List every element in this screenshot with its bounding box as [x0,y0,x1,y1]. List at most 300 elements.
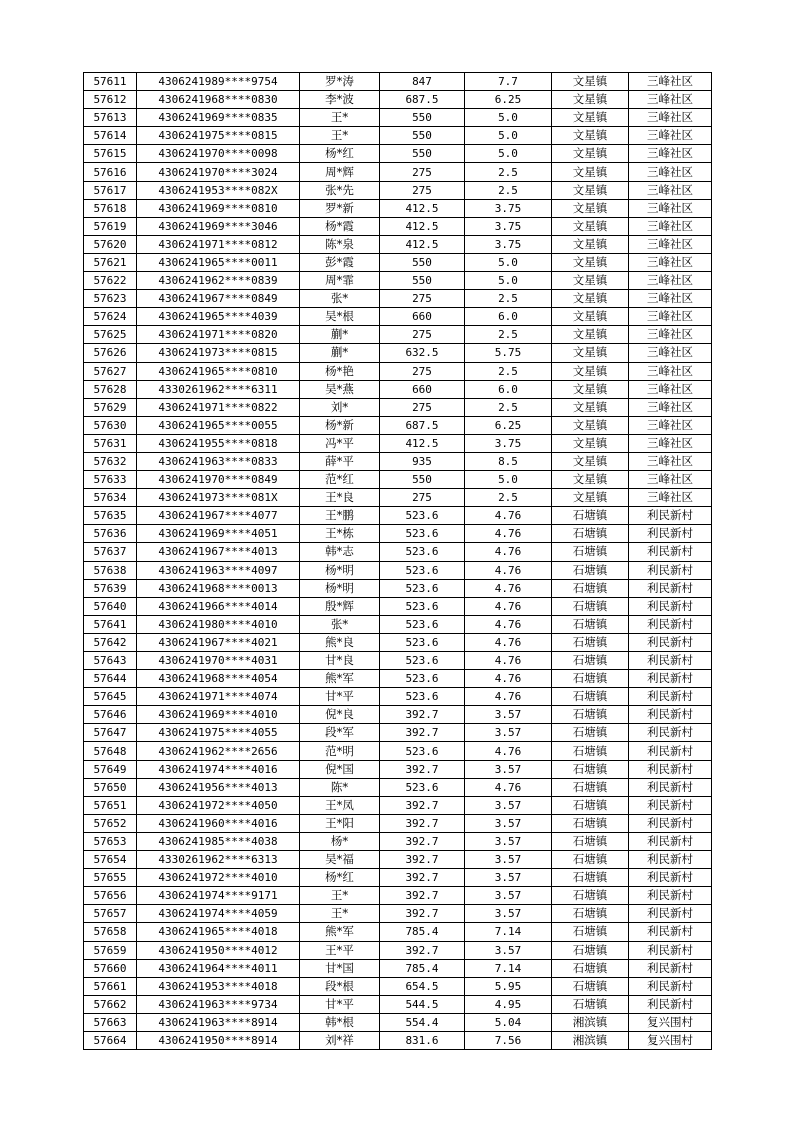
id-number-cell: 4306241971****4074 [137,688,300,706]
name-cell: 王*良 [300,489,380,507]
area-cell: 6.0 [465,308,552,326]
name-cell: 王*栋 [300,525,380,543]
amount-cell: 392.7 [380,760,465,778]
id-number-cell: 4306241972****4010 [137,869,300,887]
table-row [84,832,712,850]
id-number-cell: 4306241971****0812 [137,235,300,253]
id-number-cell: 4306241970****3024 [137,163,300,181]
town-cell: 文星镇 [552,416,629,434]
id-number-cell: 4306241963****9734 [137,995,300,1013]
id-number-cell: 4306241963****0833 [137,452,300,470]
area-cell: 3.57 [465,905,552,923]
table-row [84,995,712,1013]
town-cell: 石塘镇 [552,851,629,869]
area-cell: 2.5 [465,489,552,507]
village-cell: 三峰社区 [629,217,712,235]
amount-cell: 412.5 [380,235,465,253]
row-id-cell: 57657 [84,905,137,923]
table-row [84,670,712,688]
row-id-cell: 57654 [84,851,137,869]
amount-cell: 523.6 [380,652,465,670]
table-row [84,272,712,290]
id-number-cell: 4306241964****4011 [137,959,300,977]
table-row [84,290,712,308]
town-cell: 石塘镇 [552,959,629,977]
area-cell: 5.0 [465,471,552,489]
name-cell: 杨*新 [300,416,380,434]
id-number-cell: 4306241969****0835 [137,109,300,127]
amount-cell: 523.6 [380,525,465,543]
village-cell: 三峰社区 [629,344,712,362]
amount-cell: 392.7 [380,796,465,814]
area-cell: 3.57 [465,941,552,959]
name-cell: 吴*燕 [300,380,380,398]
name-cell: 陈*泉 [300,235,380,253]
area-cell: 5.75 [465,344,552,362]
town-cell: 石塘镇 [552,525,629,543]
row-id-cell: 57645 [84,688,137,706]
name-cell: 周*霏 [300,272,380,290]
village-cell: 利民新村 [629,778,712,796]
id-number-cell: 4306241950****4012 [137,941,300,959]
area-cell: 3.75 [465,199,552,217]
village-cell: 三峰社区 [629,109,712,127]
row-id-cell: 57628 [84,380,137,398]
row-id-cell: 57664 [84,1031,137,1049]
row-id-cell: 57649 [84,760,137,778]
id-number-cell: 4306241963****4097 [137,561,300,579]
row-id-cell: 57632 [84,452,137,470]
town-cell: 石塘镇 [552,615,629,633]
amount-cell: 523.6 [380,597,465,615]
id-number-cell: 4306241975****0815 [137,127,300,145]
area-cell: 4.76 [465,525,552,543]
village-cell: 利民新村 [629,814,712,832]
area-cell: 3.75 [465,235,552,253]
town-cell: 文星镇 [552,91,629,109]
village-cell: 利民新村 [629,796,712,814]
id-number-cell: 4306241968****4054 [137,670,300,688]
row-id-cell: 57633 [84,471,137,489]
row-id-cell: 57635 [84,507,137,525]
town-cell: 石塘镇 [552,923,629,941]
town-cell: 石塘镇 [552,814,629,832]
area-cell: 6.25 [465,91,552,109]
table-row [84,217,712,235]
table-row [84,615,712,633]
area-cell: 3.75 [465,217,552,235]
village-cell: 利民新村 [629,851,712,869]
table-row [84,977,712,995]
row-id-cell: 57661 [84,977,137,995]
village-cell: 三峰社区 [629,145,712,163]
amount-cell: 785.4 [380,923,465,941]
town-cell: 石塘镇 [552,796,629,814]
row-id-cell: 57637 [84,543,137,561]
id-number-cell: 4306241965****0055 [137,416,300,434]
id-number-cell: 4306241953****082X [137,181,300,199]
table-row [84,163,712,181]
name-cell: 段*军 [300,724,380,742]
table-row [84,887,712,905]
table-row [84,253,712,271]
table-row [84,398,712,416]
row-id-cell: 57622 [84,272,137,290]
area-cell: 2.5 [465,362,552,380]
id-number-cell: 4306241967****4077 [137,507,300,525]
area-cell: 3.57 [465,869,552,887]
name-cell: 杨*红 [300,869,380,887]
amount-cell: 392.7 [380,941,465,959]
row-id-cell: 57621 [84,253,137,271]
row-id-cell: 57624 [84,308,137,326]
id-number-cell: 4306241960****4016 [137,814,300,832]
name-cell: 甘*国 [300,959,380,977]
name-cell: 熊*军 [300,923,380,941]
town-cell: 文星镇 [552,489,629,507]
name-cell: 蒯* [300,344,380,362]
amount-cell: 275 [380,163,465,181]
town-cell: 文星镇 [552,434,629,452]
amount-cell: 523.6 [380,778,465,796]
data-table [83,72,712,1050]
village-cell: 利民新村 [629,507,712,525]
row-id-cell: 57647 [84,724,137,742]
area-cell: 5.0 [465,109,552,127]
village-cell: 三峰社区 [629,434,712,452]
name-cell: 倪*国 [300,760,380,778]
table-row [84,905,712,923]
town-cell: 文星镇 [552,308,629,326]
town-cell: 石塘镇 [552,977,629,995]
name-cell: 甘*平 [300,995,380,1013]
name-cell: 薛*平 [300,452,380,470]
id-number-cell: 4306241969****0810 [137,199,300,217]
amount-cell: 275 [380,290,465,308]
town-cell: 石塘镇 [552,995,629,1013]
village-cell: 三峰社区 [629,380,712,398]
amount-cell: 523.6 [380,543,465,561]
area-cell: 4.95 [465,995,552,1013]
area-cell: 3.57 [465,814,552,832]
table-row [84,199,712,217]
village-cell: 利民新村 [629,561,712,579]
name-cell: 杨*红 [300,145,380,163]
village-cell: 复兴围村 [629,1031,712,1049]
town-cell: 文星镇 [552,326,629,344]
row-id-cell: 57650 [84,778,137,796]
village-cell: 复兴围村 [629,1013,712,1031]
area-cell: 3.57 [465,851,552,869]
table-row [84,344,712,362]
id-number-cell: 4306241973****081X [137,489,300,507]
table-row [84,507,712,525]
town-cell: 石塘镇 [552,869,629,887]
name-cell: 王*鹏 [300,507,380,525]
table-row [84,760,712,778]
area-cell: 4.76 [465,507,552,525]
name-cell: 罗*新 [300,199,380,217]
name-cell: 王*平 [300,941,380,959]
area-cell: 5.0 [465,127,552,145]
row-id-cell: 57617 [84,181,137,199]
row-id-cell: 57658 [84,923,137,941]
id-number-cell: 4306241965****0810 [137,362,300,380]
area-cell: 4.76 [465,633,552,651]
area-cell: 5.0 [465,253,552,271]
table-row [84,959,712,977]
town-cell: 石塘镇 [552,905,629,923]
row-id-cell: 57640 [84,597,137,615]
row-id-cell: 57648 [84,742,137,760]
id-number-cell: 4306241963****8914 [137,1013,300,1031]
amount-cell: 392.7 [380,724,465,742]
table-row [84,1031,712,1049]
town-cell: 石塘镇 [552,652,629,670]
amount-cell: 392.7 [380,832,465,850]
town-cell: 文星镇 [552,217,629,235]
town-cell: 石塘镇 [552,706,629,724]
id-number-cell: 4306241967****4021 [137,633,300,651]
row-id-cell: 57630 [84,416,137,434]
amount-cell: 392.7 [380,869,465,887]
table-row [84,416,712,434]
table-row [84,73,712,91]
amount-cell: 523.6 [380,688,465,706]
amount-cell: 523.6 [380,507,465,525]
name-cell: 陈* [300,778,380,796]
table-row [84,579,712,597]
table-row [84,561,712,579]
area-cell: 3.57 [465,760,552,778]
table-row [84,597,712,615]
village-cell: 三峰社区 [629,362,712,380]
village-cell: 利民新村 [629,633,712,651]
village-cell: 利民新村 [629,742,712,760]
town-cell: 石塘镇 [552,579,629,597]
id-number-cell: 4306241969****3046 [137,217,300,235]
village-cell: 利民新村 [629,832,712,850]
village-cell: 利民新村 [629,959,712,977]
village-cell: 利民新村 [629,760,712,778]
town-cell: 文星镇 [552,145,629,163]
village-cell: 三峰社区 [629,235,712,253]
name-cell: 吴*根 [300,308,380,326]
name-cell: 张* [300,290,380,308]
area-cell: 4.76 [465,615,552,633]
town-cell: 文星镇 [552,362,629,380]
id-number-cell: 4306241962****2656 [137,742,300,760]
town-cell: 文星镇 [552,127,629,145]
amount-cell: 523.6 [380,561,465,579]
table-row [84,742,712,760]
row-id-cell: 57625 [84,326,137,344]
table-row [84,452,712,470]
name-cell: 甘*良 [300,652,380,670]
row-id-cell: 57656 [84,887,137,905]
town-cell: 石塘镇 [552,688,629,706]
id-number-cell: 4306241967****0849 [137,290,300,308]
village-cell: 利民新村 [629,706,712,724]
amount-cell: 392.7 [380,887,465,905]
amount-cell: 660 [380,308,465,326]
id-number-cell: 4306241970****0849 [137,471,300,489]
name-cell: 杨*明 [300,579,380,597]
area-cell: 3.57 [465,887,552,905]
row-id-cell: 57627 [84,362,137,380]
area-cell: 5.0 [465,272,552,290]
town-cell: 石塘镇 [552,670,629,688]
village-cell: 三峰社区 [629,290,712,308]
area-cell: 3.57 [465,796,552,814]
id-number-cell: 4306241968****0830 [137,91,300,109]
table-row [84,778,712,796]
area-cell: 3.57 [465,706,552,724]
town-cell: 石塘镇 [552,941,629,959]
row-id-cell: 57639 [84,579,137,597]
amount-cell: 392.7 [380,814,465,832]
town-cell: 文星镇 [552,471,629,489]
area-cell: 2.5 [465,163,552,181]
table-row [84,109,712,127]
id-number-cell: 4306241974****4016 [137,760,300,778]
name-cell: 张* [300,615,380,633]
name-cell: 罗*涛 [300,73,380,91]
village-cell: 三峰社区 [629,199,712,217]
name-cell: 吴*福 [300,851,380,869]
town-cell: 石塘镇 [552,724,629,742]
town-cell: 文星镇 [552,380,629,398]
row-id-cell: 57613 [84,109,137,127]
id-number-cell: 4306241972****4050 [137,796,300,814]
id-number-cell: 4330261962****6311 [137,380,300,398]
row-id-cell: 57652 [84,814,137,832]
town-cell: 石塘镇 [552,561,629,579]
area-cell: 6.0 [465,380,552,398]
area-cell: 4.76 [465,742,552,760]
name-cell: 刘*祥 [300,1031,380,1049]
id-number-cell: 4306241953****4018 [137,977,300,995]
amount-cell: 847 [380,73,465,91]
area-cell: 3.75 [465,434,552,452]
town-cell: 文星镇 [552,181,629,199]
id-number-cell: 4306241969****4051 [137,525,300,543]
name-cell: 韩*根 [300,1013,380,1031]
table-row [84,633,712,651]
area-cell: 7.7 [465,73,552,91]
id-number-cell: 4306241955****0818 [137,434,300,452]
name-cell: 倪*良 [300,706,380,724]
town-cell: 石塘镇 [552,778,629,796]
row-id-cell: 57660 [84,959,137,977]
amount-cell: 654.5 [380,977,465,995]
village-cell: 三峰社区 [629,127,712,145]
village-cell: 利民新村 [629,724,712,742]
id-number-cell: 4306241956****4013 [137,778,300,796]
table-row [84,941,712,959]
amount-cell: 523.6 [380,670,465,688]
village-cell: 利民新村 [629,615,712,633]
village-cell: 三峰社区 [629,308,712,326]
name-cell: 范*红 [300,471,380,489]
table-row [84,471,712,489]
row-id-cell: 57636 [84,525,137,543]
id-number-cell: 4306241980****4010 [137,615,300,633]
amount-cell: 550 [380,109,465,127]
name-cell: 冯*平 [300,434,380,452]
name-cell: 王* [300,127,380,145]
town-cell: 文星镇 [552,199,629,217]
id-number-cell: 4306241968****0013 [137,579,300,597]
town-cell: 石塘镇 [552,832,629,850]
row-id-cell: 57631 [84,434,137,452]
amount-cell: 554.4 [380,1013,465,1031]
name-cell: 甘*平 [300,688,380,706]
area-cell: 2.5 [465,290,552,308]
amount-cell: 392.7 [380,851,465,869]
row-id-cell: 57611 [84,73,137,91]
table-row [84,1013,712,1031]
village-cell: 三峰社区 [629,91,712,109]
table-row [84,308,712,326]
amount-cell: 550 [380,127,465,145]
village-cell: 三峰社区 [629,471,712,489]
area-cell: 7.56 [465,1031,552,1049]
row-id-cell: 57612 [84,91,137,109]
name-cell: 王*阳 [300,814,380,832]
name-cell: 王* [300,887,380,905]
town-cell: 文星镇 [552,344,629,362]
amount-cell: 275 [380,398,465,416]
table-body [84,73,712,1050]
area-cell: 2.5 [465,398,552,416]
amount-cell: 412.5 [380,217,465,235]
name-cell: 王* [300,109,380,127]
name-cell: 张*先 [300,181,380,199]
id-number-cell: 4306241974****4059 [137,905,300,923]
amount-cell: 550 [380,253,465,271]
village-cell: 利民新村 [629,905,712,923]
town-cell: 石塘镇 [552,507,629,525]
table-row [84,326,712,344]
village-cell: 三峰社区 [629,416,712,434]
table-row [84,851,712,869]
id-number-cell: 4306241973****0815 [137,344,300,362]
amount-cell: 831.6 [380,1031,465,1049]
id-number-cell: 4330261962****6313 [137,851,300,869]
area-cell: 5.95 [465,977,552,995]
row-id-cell: 57634 [84,489,137,507]
id-number-cell: 4306241965****4018 [137,923,300,941]
village-cell: 三峰社区 [629,253,712,271]
area-cell: 4.76 [465,778,552,796]
village-cell: 三峰社区 [629,73,712,91]
row-id-cell: 57643 [84,652,137,670]
id-number-cell: 4306241971****0820 [137,326,300,344]
name-cell: 韩*志 [300,543,380,561]
village-cell: 利民新村 [629,652,712,670]
area-cell: 6.25 [465,416,552,434]
row-id-cell: 57659 [84,941,137,959]
id-number-cell: 4306241975****4055 [137,724,300,742]
village-cell: 利民新村 [629,543,712,561]
amount-cell: 550 [380,272,465,290]
amount-cell: 550 [380,145,465,163]
village-cell: 三峰社区 [629,326,712,344]
village-cell: 利民新村 [629,688,712,706]
table-row [84,543,712,561]
amount-cell: 392.7 [380,905,465,923]
